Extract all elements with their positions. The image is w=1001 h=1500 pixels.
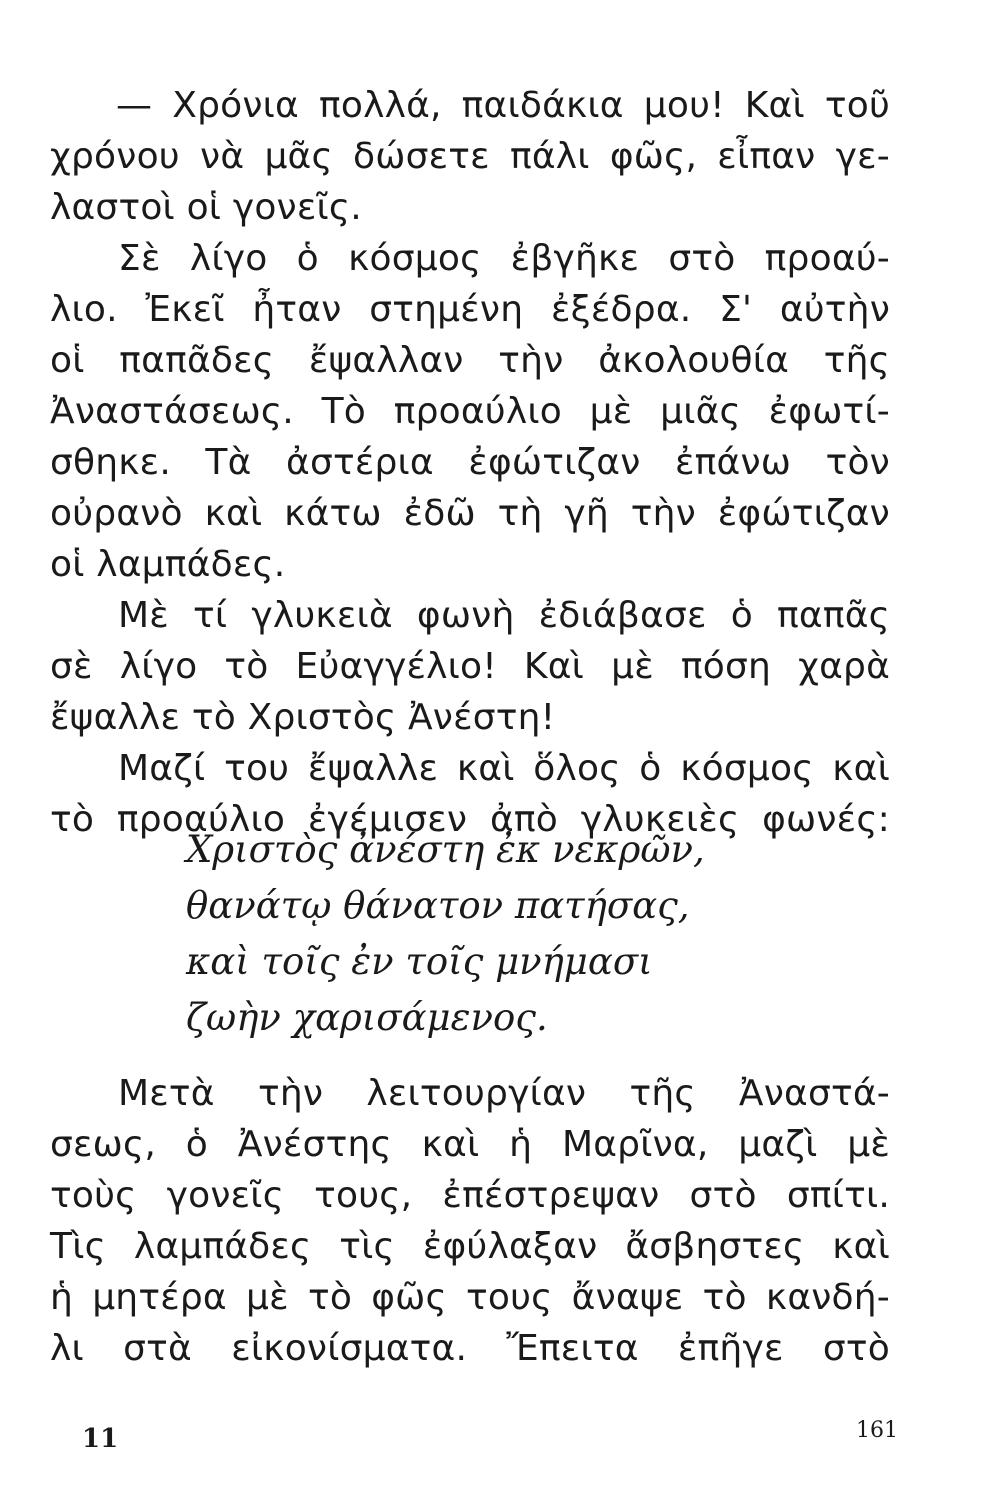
verse-line: καὶ τοῖς ἐν τοῖς μνήμασι — [186, 940, 653, 983]
text-line: σθηκε. Τὰ ἀστέρια ἐφώτιζαν ἐπάνω τὸν — [50, 442, 890, 483]
text-line: Μαζί του ἔψαλλε καὶ ὅλος ὁ κόσμος καὶ — [118, 748, 890, 789]
text-line: Μετὰ τὴν λειτουργίαν τῆς Ἀναστά- — [118, 1073, 890, 1114]
text-line: σεως, ὁ Ἀνέστης καὶ ἡ Μαρῖνα, μαζὶ μὲ — [50, 1124, 890, 1165]
text-line: λι στὰ εἰκονίσματα. Ἔπειτα ἐπῆγε στὸ — [50, 1328, 890, 1369]
page-number: 161 — [856, 1418, 898, 1443]
text-line: σὲ λίγο τὸ Εὐαγγέλιο! Καὶ μὲ πόση χαρὰ — [50, 646, 890, 687]
text-line: οἱ παπᾶδες ἔψαλλαν τὴν ἀκολουθία τῆς — [50, 340, 890, 381]
verse-line: Χριστὸς ἀνέστη ἐκ νεκρῶν, — [186, 828, 705, 871]
signature-mark: 11 — [82, 1424, 119, 1454]
text-line: Τὶς λαμπάδες τὶς ἐφύλαξαν ἄσβηστες καὶ — [50, 1226, 890, 1267]
top-text — [50, 80, 890, 845]
verse-line: ζωὴν χαρισάμενος. — [186, 996, 548, 1039]
text-line: τοὺς γονεῖς τους, ἐπέστρεψαν στὸ σπίτι. — [50, 1175, 890, 1216]
text-line: Μὲ τί γλυκειὰ φωνὴ ἐδιάβασε ὁ παπᾶς — [118, 595, 890, 636]
text-line: λαστοὶ οἱ γονεῖς. — [50, 187, 362, 228]
hymn-verse — [186, 822, 705, 1046]
bottom-text — [50, 1068, 890, 1374]
text-line: τὸ προαύλιο ἐγέμισεν ἀπὸ γλυκειὲς φωνές: — [50, 799, 890, 840]
text-line: οὐρανὸ καὶ κάτω ἐδῶ τὴ γῆ τὴν ἐφώτιζαν — [50, 493, 890, 534]
text-line: λιο. Ἐκεῖ ἦταν στημένη ἐξέδρα. Σ' αὐτὴν — [50, 289, 890, 330]
text-line: ἡ μητέρα μὲ τὸ φῶς τους ἄναψε τὸ κανδή- — [50, 1277, 890, 1318]
text-line: οἱ λαμπάδες. — [50, 544, 286, 585]
text-line: Σὲ λίγο ὁ κόσμος ἐβγῆκε στὸ προαύ- — [118, 238, 890, 279]
text-line: — Χρόνια πολλά, παιδάκια μου! Καὶ τοῦ — [116, 85, 890, 126]
text-line: χρόνου νὰ μᾶς δώσετε πάλι φῶς, εἶπαν γε- — [50, 136, 890, 177]
text-line: ἔψαλλε τὸ Χριστὸς Ἀνέστη! — [50, 697, 556, 738]
text-line: Ἀναστάσεως. Τὸ προαύλιο μὲ μιᾶς ἐφωτί- — [50, 391, 890, 432]
verse-line: θανάτῳ θάνατον πατήσας, — [186, 884, 690, 927]
